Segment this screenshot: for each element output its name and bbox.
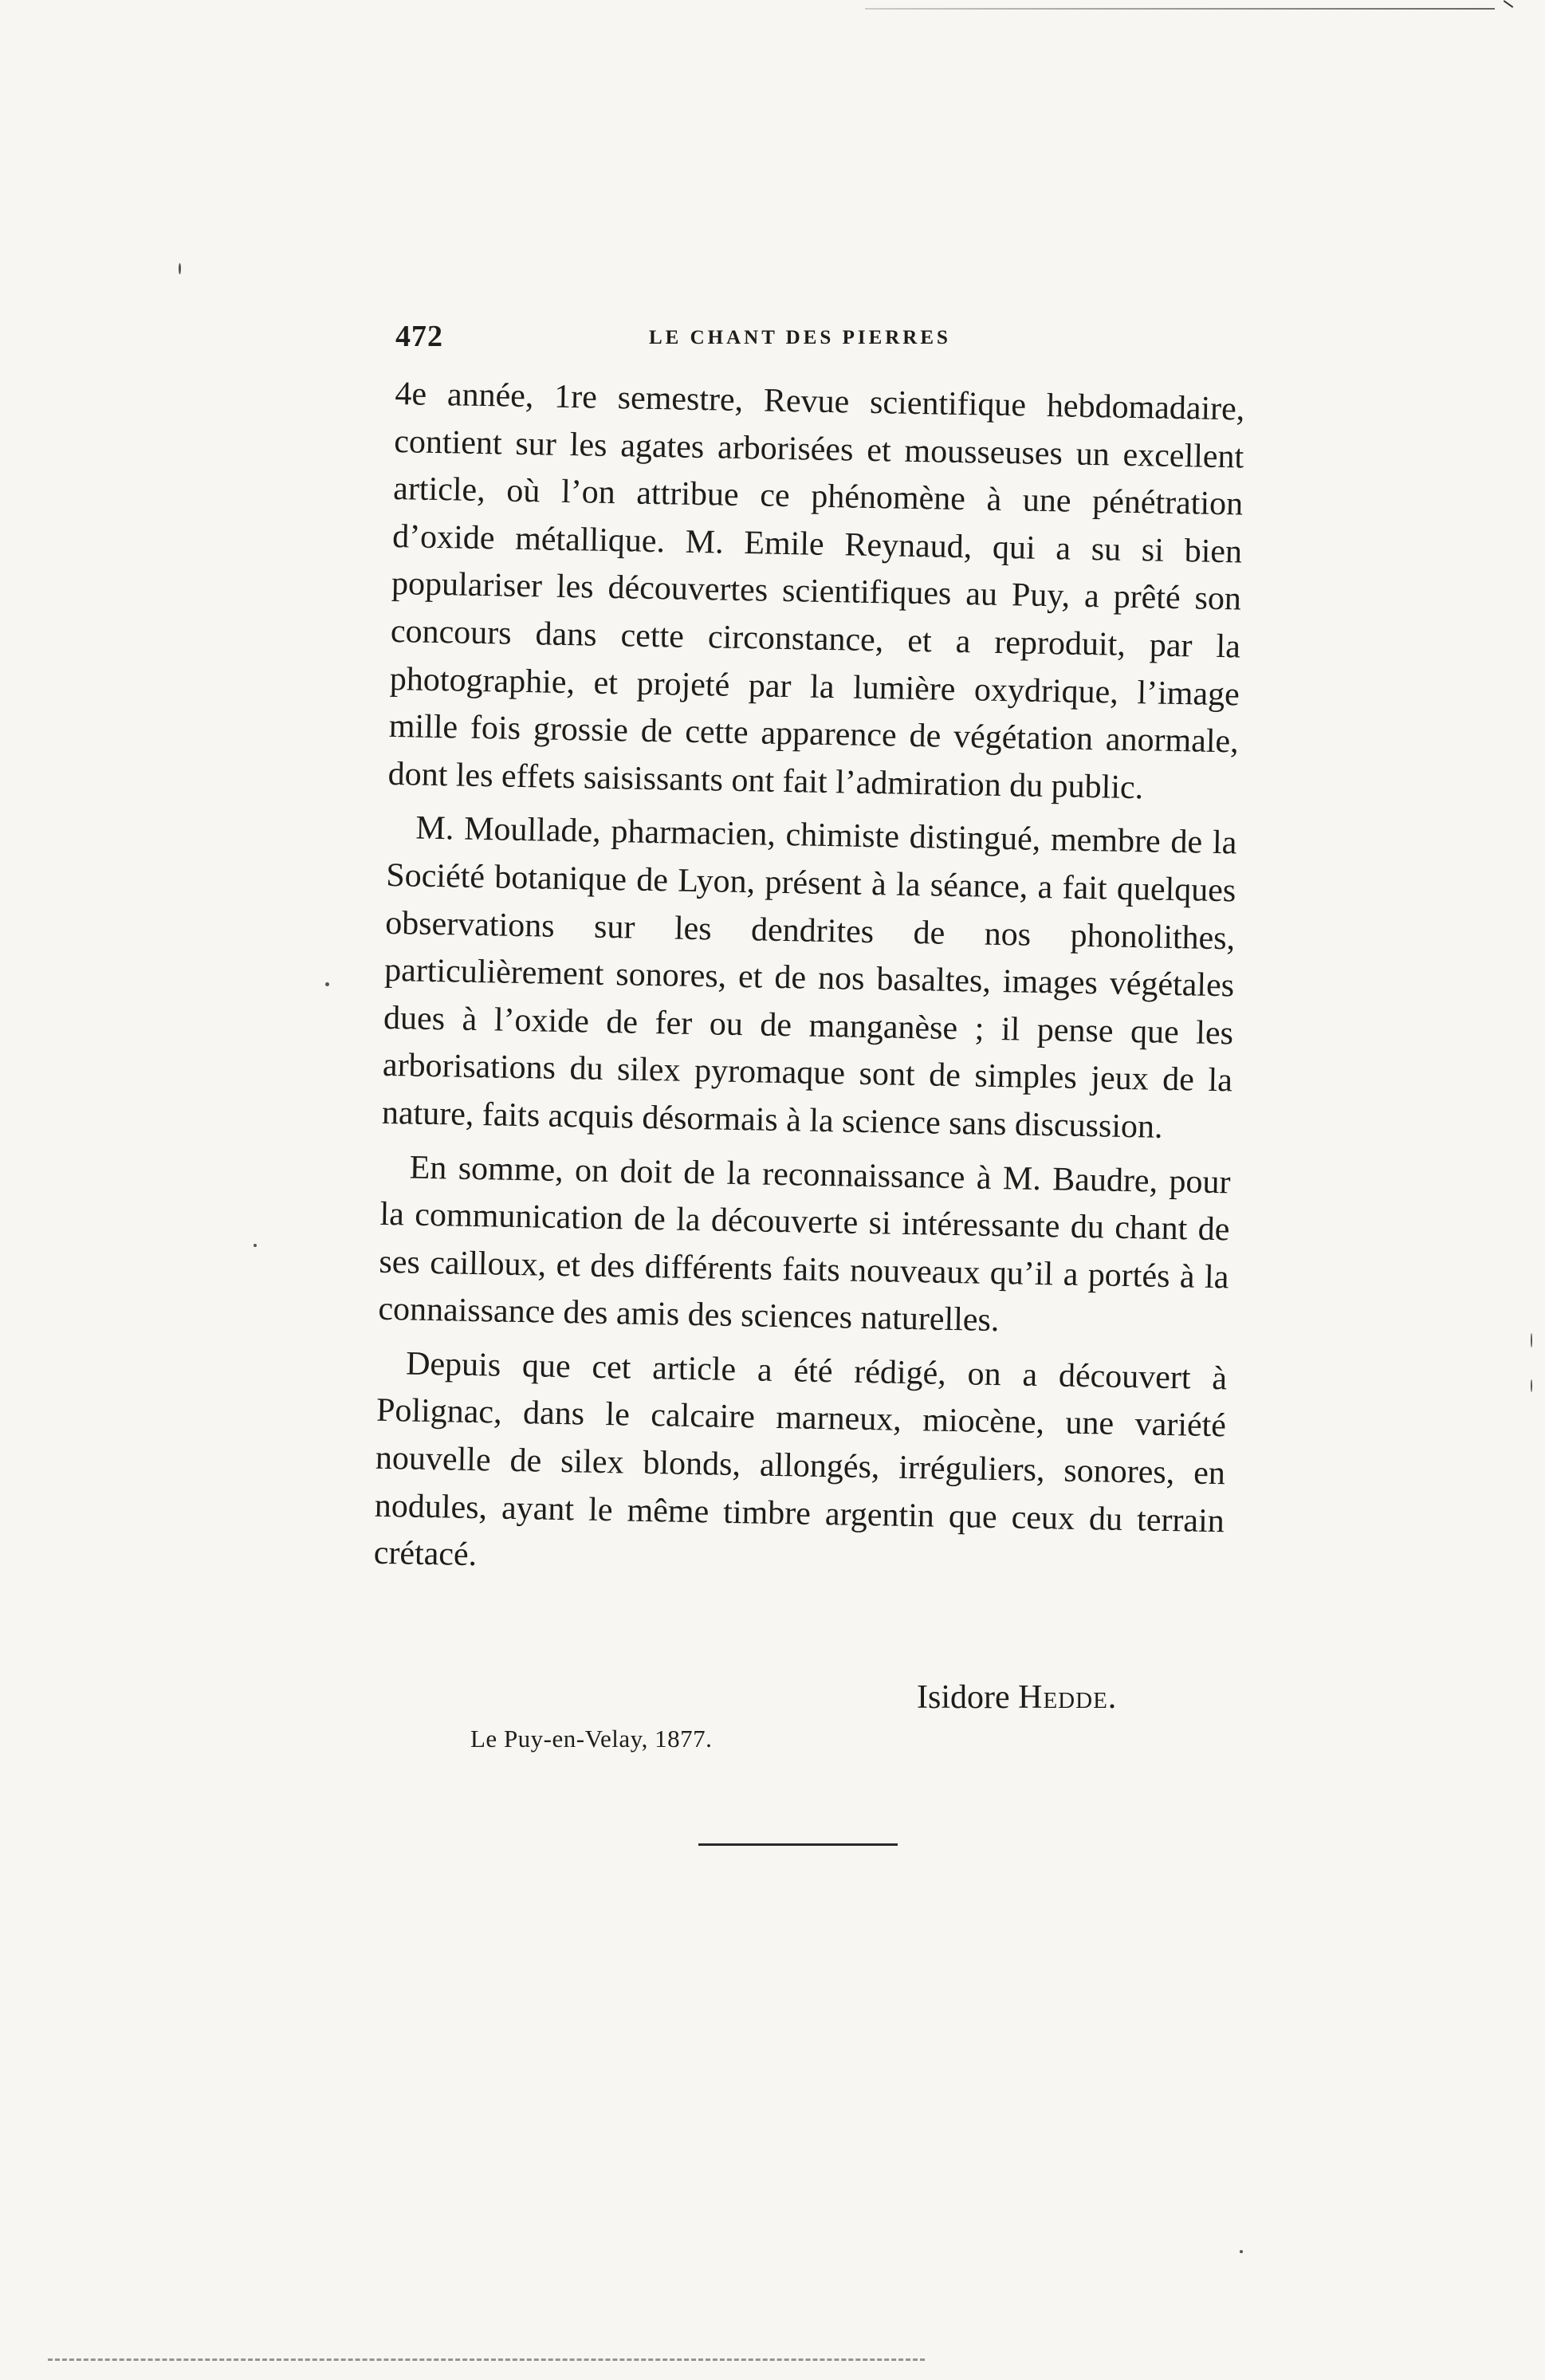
paragraph: M. Moullade, pharmacien, chimiste distingué, membre de la Société botanique de Lyon, présent à la séance, a fait quelques observations sur les dendrites de nos phonolithes, particulièrement sonores, et de nos basaltes, images végétales dues à l’oxide de fer ou de manganèse ; il pense que les arborisations du silex pyromaque sont de simples jeux de la nature, faits acquis désormais à la science sans discussion. [381, 809, 1237, 1146]
scan-speck [1531, 1379, 1532, 1392]
scan-speck [254, 1244, 257, 1247]
body-text [373, 371, 1245, 1593]
paragraph: Depuis que cet article a été rédigé, on a découvert à Polignac, dans le calcaire marneux, miocène, une variété nouvelle de silex blonds, allongés, irréguliers, sonores, en nodules, ayant le même timbre argentin que ceux du terrain crétacé. [373, 1345, 1228, 1574]
scan-speck [1531, 1333, 1532, 1347]
closing-rule [698, 1843, 898, 1846]
signature-first-name: Isidore [917, 1679, 1010, 1716]
paragraph: 4e année, 1re semestre, Revue scientifique hebdomadaire, contient sur les agates arborisées et mousseuses un excellent article, où l’on attribue ce phénomène à une pénétration d’oxide métallique. M. Emile Reynaud, qui a su si bien populariser les découvertes scientifiques au Puy, a prêté son concours dans cette circonstance, et a reproduit, par la photographie, et projeté par la lumière oxydrique, l’image mille fois grossie de cette apparence de végétation anormale, dont les effets saisissants ont fait l’admiration du public. [387, 375, 1245, 807]
scan-edge-mark [1504, 0, 1514, 8]
signature [917, 1678, 1117, 1717]
paragraph: En somme, on doit de la reconnaissance à M. Baudre, pour la communication de la découverte si intéressante du chant de ses cailloux, et des différents faits nouveaux qu’il a portés à la connaissance des amis des sciences naturelles. [378, 1148, 1231, 1339]
signature-surname: Hedde. [1018, 1679, 1118, 1716]
page-header [395, 319, 1248, 359]
scan-edge-line [865, 8, 1495, 10]
page-number: 472 [395, 320, 443, 353]
place-date: Le Puy-en-Velay, 1877. [470, 1725, 713, 1753]
scan-speck [325, 982, 329, 986]
scan-speck [179, 263, 181, 274]
scan-speck [1240, 2250, 1243, 2253]
running-title: LE CHANT DES PIERRES [649, 327, 951, 348]
scan-bottom-edge [48, 2358, 925, 2361]
